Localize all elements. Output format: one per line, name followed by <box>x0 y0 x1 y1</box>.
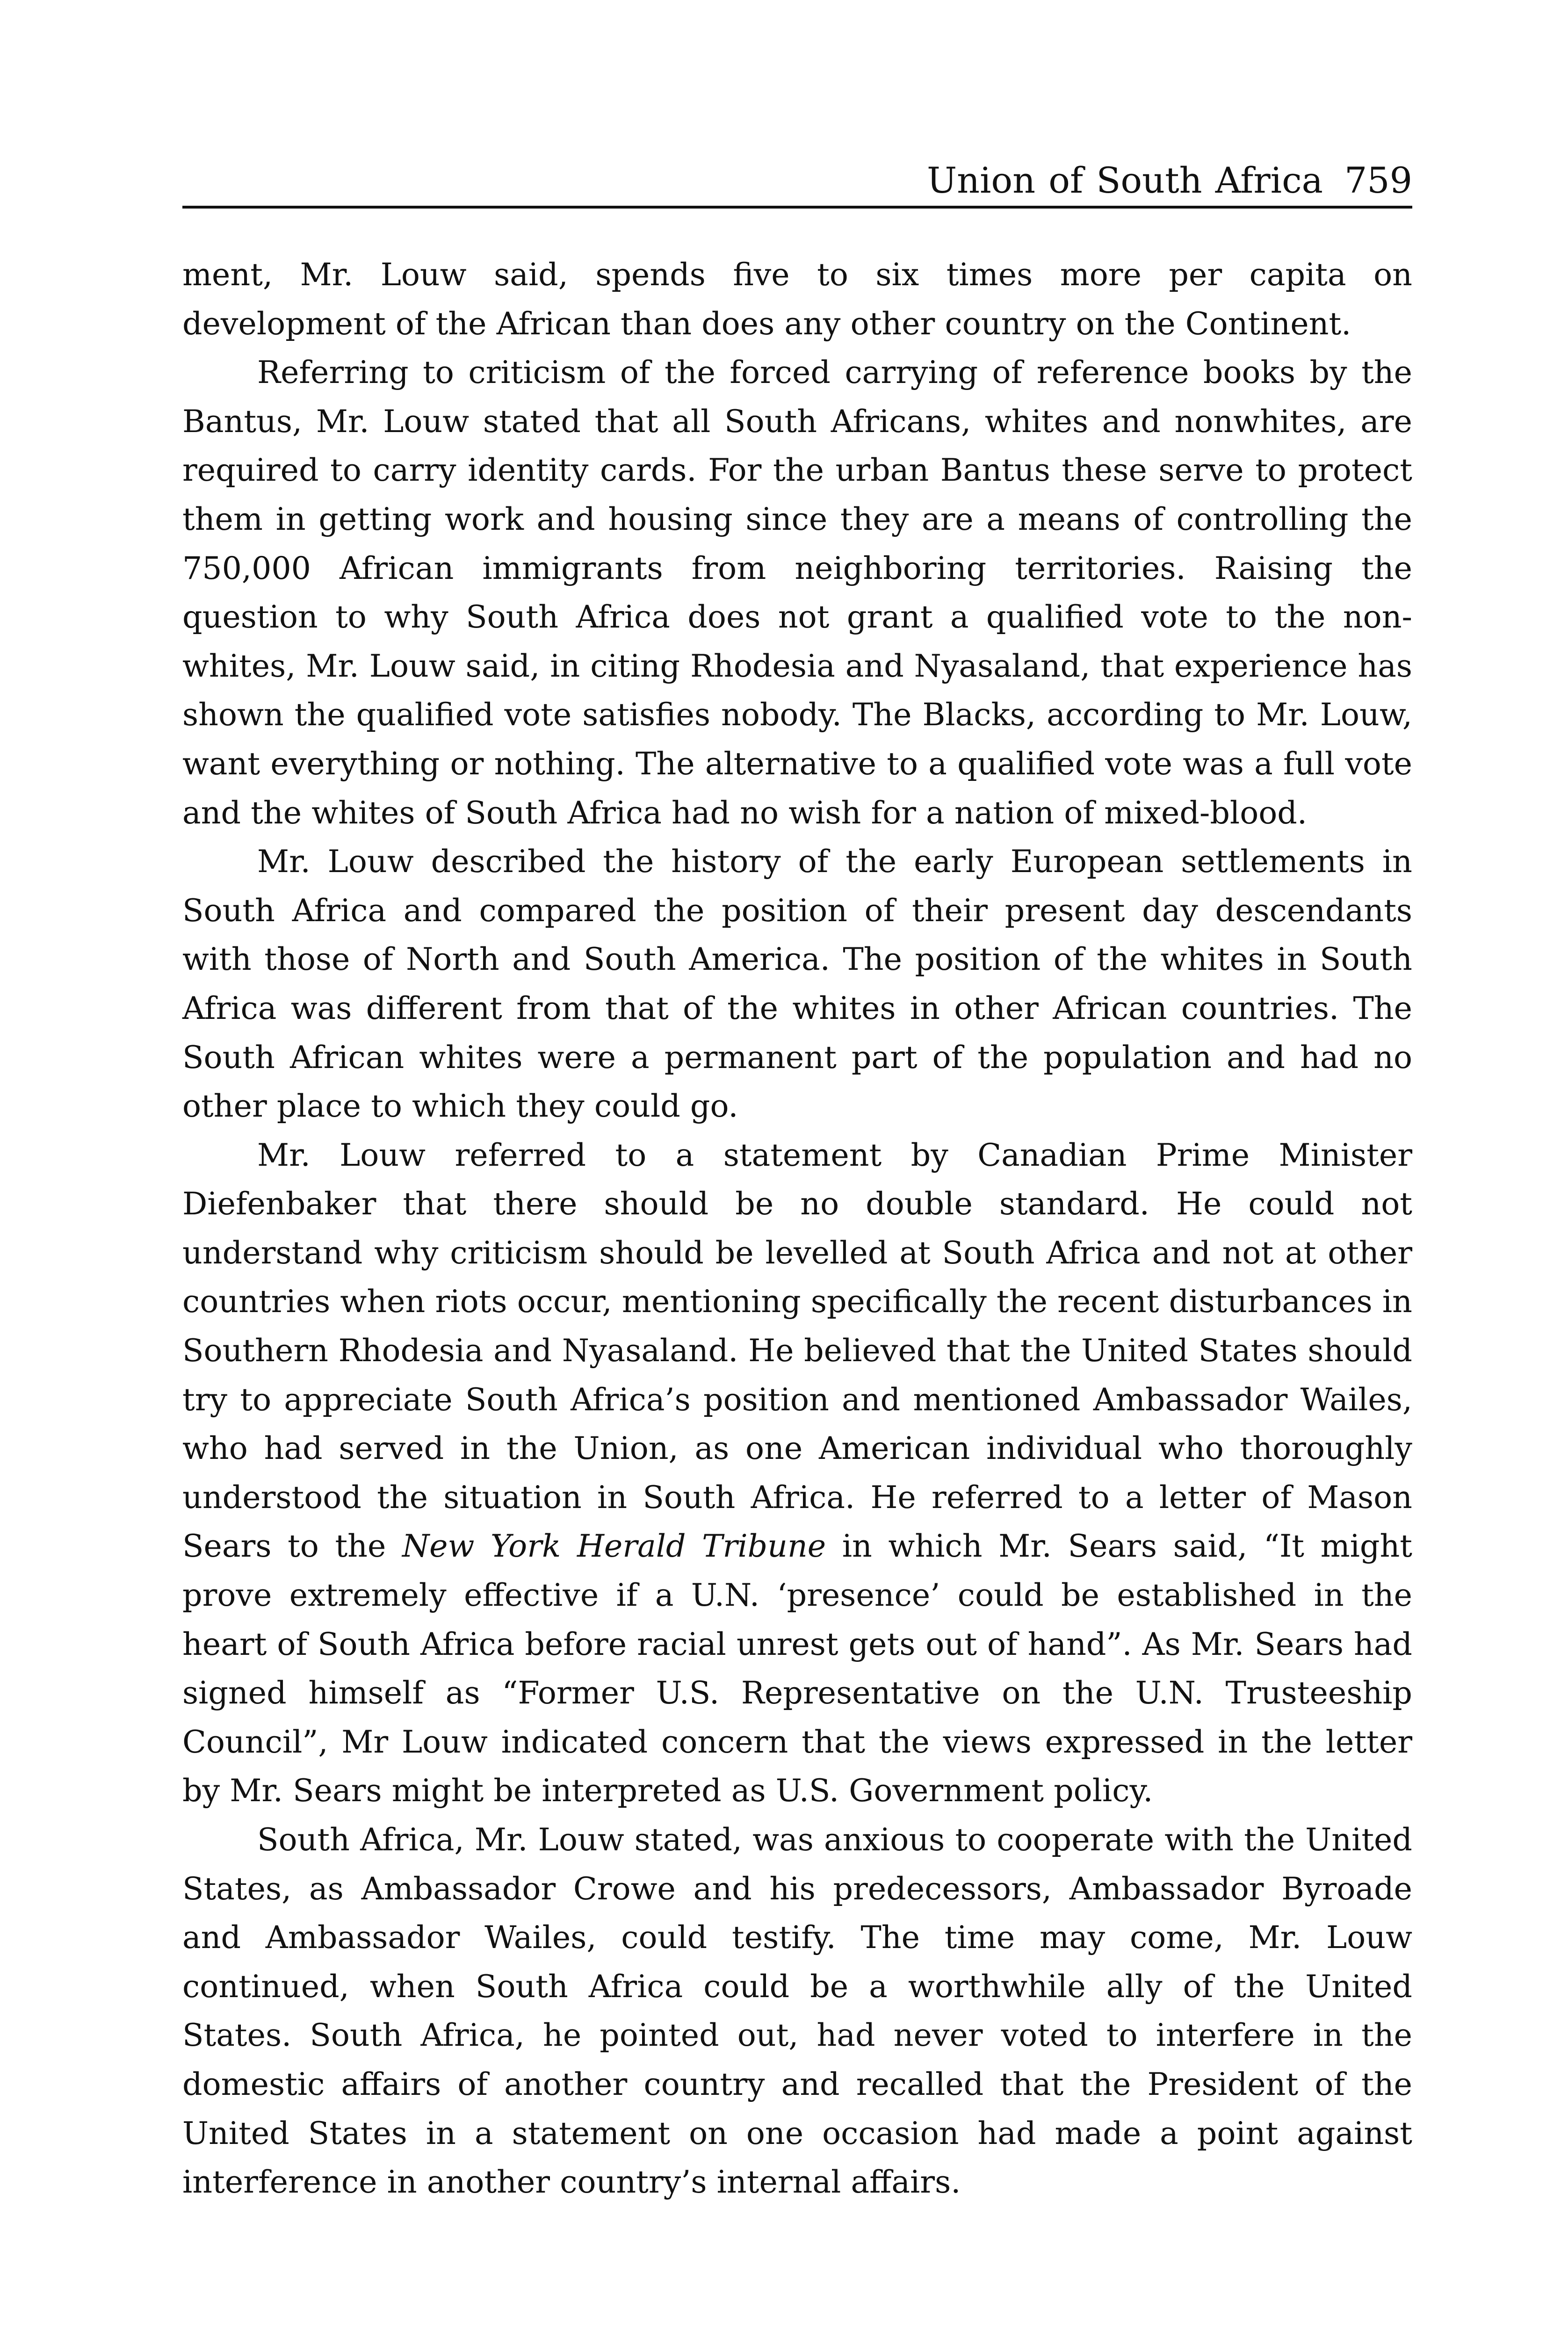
paragraph-cooperation: South Africa, Mr. Louw stated, was anxious to cooperate with the United States, as Ambassador Crowe and his predecessors, Ambassador Byroade and Ambassador Wailes, could testify. The time may come, Mr. Louw continued, when South Africa could be a worthwhile ally of the United States. South Africa, he pointed out, had never voted to interfere in the domestic affairs of another country and recalled that the President of the United States in a statement on one occasion had made a point against interference in another country’s internal affairs. <box>182 1821 1412 2201</box>
paragraph-reference-books: Referring to criticism of the forced carrying of reference books by the Bantus, Mr. Louw stated that all South Africans, whites and nonwhites, are required to carry identity cards. For the urban Bantus these serve to protect them in getting work and housing since they are a means of controlling the 750,000 African immigrants from neighboring territories. Raising the question to why South Africa does not grant a qualified vote to the non-whites, Mr. Louw said, in citing Rhodesia and Nyasaland, that experience has shown the qualified vote satisfies nobody. The Blacks, according to Mr. Louw, want everything or nothing. The alternative to a qualified vote was a full vote and the whites of South Africa had no wish for a nation of mixed-blood. <box>182 354 1412 831</box>
paragraph-european-settlements: Mr. Louw described the history of the early European settlements in South Africa and compared the position of their present day descendants with those of North and South America. The position of the whites in South Africa was different from that of the whites in other African countries. The South African whites were a permanent part of the population and had no other place to which they could go. <box>182 843 1412 1125</box>
paragraph-double-standard-text-end: in which Mr. Sears said, “It might prove extremely effective if a U.N. ‘presence’ could be established in the heart of South Africa before racial unrest gets out of hand”. As Mr. Sears had signed himself as “Former U.S. Representative on the U.N. Trusteeship Council”, Mr Louw indicated concern that the views expressed in the letter by Mr. Sears might be interpreted as U.S. Government policy. <box>182 1528 1413 1809</box>
running-head-title: Union of South Africa <box>927 159 1323 201</box>
paragraph-double-standard <box>182 1131 1412 1815</box>
running-head-text <box>927 159 1412 201</box>
paragraph-continued: ment, Mr. Louw said, spends five to six times more per capita on development of the African than does any other country on the Continent. <box>182 256 1412 342</box>
paragraph-double-standard-text-start: Mr. Louw referred to a statement by Canadian Prime Minister Diefenbaker that there should be no double standard. He could not understand why criticism should be levelled at South Africa and not at other countries when riots occur, mentioning specifically the recent disturbances in Southern Rhodesia and Nyasaland. He believed that the United States should try to appreciate South Africa’s position and mentioned Ambassador Wailes, who had served in the Union, as one American individual who thoroughly understood the situation in South Africa. He referred to a letter of Mason Sears to the <box>182 1136 1412 1565</box>
newspaper-title-part-2: Herald Tribune <box>577 1528 826 1565</box>
body-text <box>182 250 1412 2207</box>
header-rule <box>182 206 1412 209</box>
running-head <box>182 154 1412 206</box>
page-number: 759 <box>1344 159 1412 201</box>
document-page <box>182 0 1412 2338</box>
newspaper-title-part-1: New York <box>402 1528 561 1565</box>
